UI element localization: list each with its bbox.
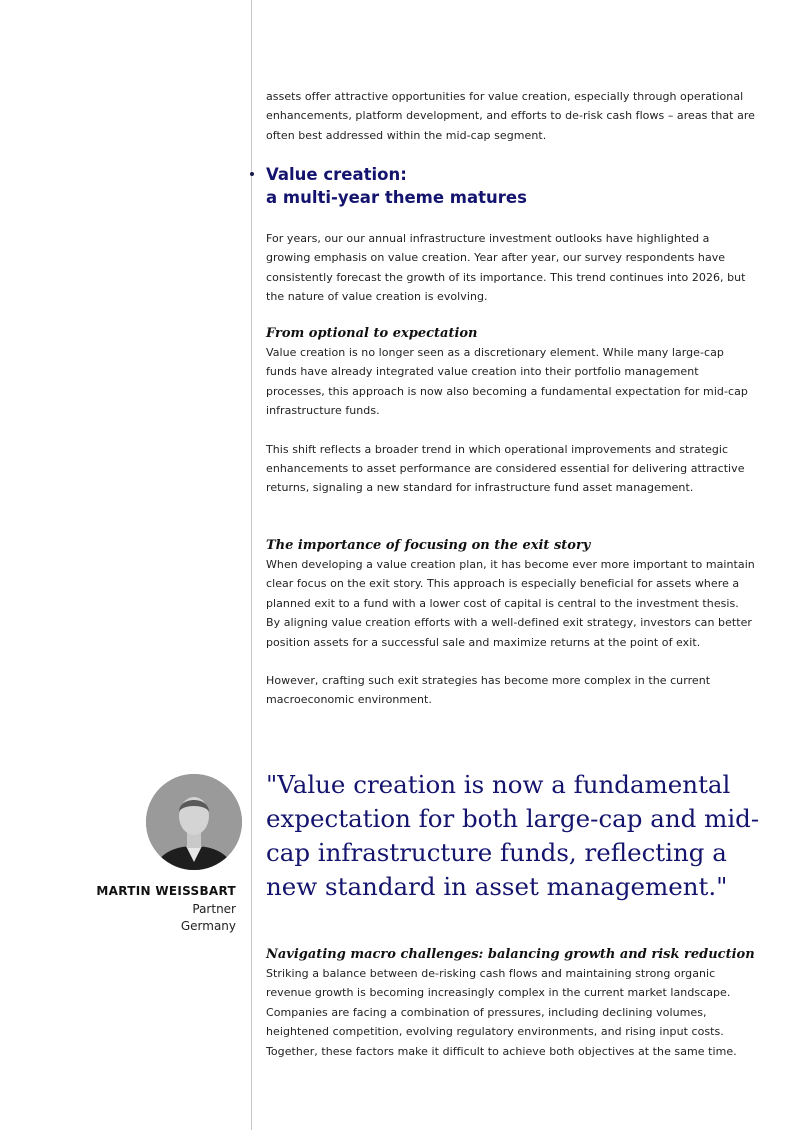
- section-heading: [250, 164, 770, 209]
- person-country: Germany: [180, 919, 236, 933]
- person-name: MARTIN WEISSBART: [96, 884, 236, 898]
- exit-paragraph-2: However, crafting such exit strategies has become more complex in the current macroeconomic environment.: [266, 674, 711, 707]
- section-title: [266, 164, 770, 209]
- intro-block: [266, 87, 756, 145]
- exit-heading: The importance of focusing on the exit story: [266, 538, 591, 553]
- section-title-line2: a multi-year theme matures: [266, 187, 527, 207]
- macro-paragraph-1: Striking a balance between de-risking cash flows and maintaining strong organic revenue growth is becoming increasingly complex in the current market landscape. Companies are facing a combination of pressures, including declining volumes, heightened competition, evolving regulatory environments, and rising input costs. Together, these factors make it difficult to achieve both objectives at the same time.: [266, 967, 737, 1058]
- optional-block: [266, 325, 756, 498]
- avatar: [146, 774, 242, 870]
- optional-heading: From optional to expectation: [266, 326, 478, 341]
- macro-heading: Navigating macro challenges: balancing growth and risk reduction: [266, 947, 755, 962]
- person-title: Partner: [192, 901, 236, 916]
- macro-block: [266, 946, 756, 1061]
- intro-paragraph: assets offer attractive opportunities for value creation, especially through operational enhancements, platform development, and efforts to de-risk cash flows – areas that are often best addressed within the mid-cap segment.: [266, 90, 756, 142]
- section-title-line1: Value creation:: [266, 165, 407, 184]
- section-paragraph: For years, our our annual infrastructure investment outlooks have highlighted a growing emphasis on value creation. Year after year, our survey respondents have consistently forecast the growth of its importance. This trend continues into 2026, but the nature of value creation is evolving.: [266, 232, 746, 304]
- person-caption: [96, 883, 236, 936]
- exit-paragraph-1: When developing a value creation plan, it has become ever more important to maintain clear focus on the exit story. This approach is especially beneficial for assets where a planned exit to a fund with a lower cost of capital is central to the investment thesis. By aligning value creation efforts with a well-defined exit strategy, investors can better position assets for a successful sale and maximize returns at the point of exit.: [266, 558, 755, 649]
- optional-paragraph-1: Value creation is no longer seen as a discretionary element. While many large-cap funds have already integrated value creation into their portfolio management processes, this approach is now also becoming a fundamental expectation for mid-cap infrastructure funds.: [266, 346, 748, 418]
- optional-paragraph-2: This shift reflects a broader trend in which operational improvements and strategic enhancements to asset performance are considered essential for delivering attractive returns, signaling a new standard for infrastructure fund asset management.: [266, 442, 745, 495]
- bullet-icon: [250, 172, 254, 176]
- pull-quote: "Value creation is now a fundamental expectation for both large-cap and mid-cap infrastructure funds, reflecting a new standard in asset management.": [266, 770, 760, 901]
- portrait-image: [146, 774, 242, 870]
- section-intro-block: [266, 229, 756, 307]
- exit-block: [266, 537, 756, 710]
